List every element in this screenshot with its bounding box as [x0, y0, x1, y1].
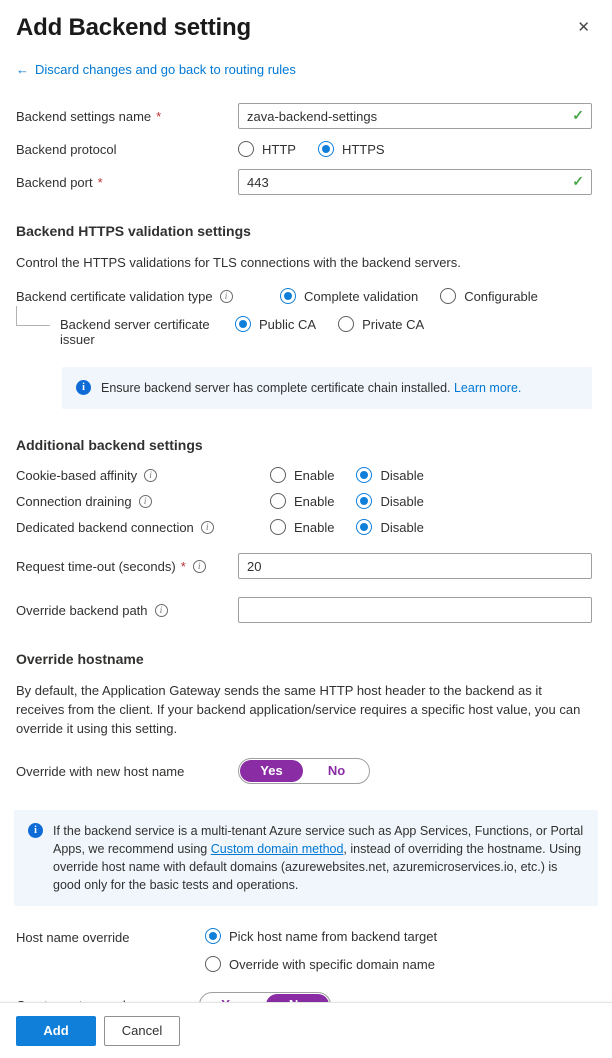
- banner-message-before: If the backend service is a multi-tenant Azure service such as App Services, Functions, or Portal Apps, we recommend using: [53, 824, 584, 856]
- override-new-host-name-toggle[interactable]: [238, 758, 370, 784]
- radio-option-disable[interactable]: [356, 467, 423, 483]
- cert-issuer-radios: [235, 316, 438, 332]
- row-request-timeout: [0, 553, 612, 579]
- radio-dot: [360, 471, 368, 479]
- row-cookie-affinity: [0, 467, 612, 483]
- banner-text: [101, 379, 521, 397]
- radio-private-ca[interactable]: [338, 316, 354, 332]
- row-backend-port: [0, 169, 612, 195]
- backend-port-input[interactable]: [238, 169, 592, 195]
- radio-override-specific-domain[interactable]: [205, 956, 221, 972]
- cert-validation-type-radios: [280, 288, 552, 304]
- valid-check-icon: ✓: [572, 173, 584, 189]
- label-text: Dedicated backend connection: [16, 519, 194, 535]
- radio-option-enable[interactable]: [270, 467, 334, 483]
- radio-option-complete-validation[interactable]: [280, 288, 418, 304]
- backend-port-wrap: [238, 169, 592, 195]
- learn-more-link[interactable]: Learn more.: [453, 381, 522, 395]
- banner-message-after: , instead of overriding the hostname. Using override host name with default domains (azurewebsites.net, azuremicroservices.io, etc.) is good only for the basic tests and operations.: [53, 842, 582, 892]
- host-name-override-label: [16, 928, 205, 945]
- multitenant-info-banner: [14, 810, 598, 906]
- override-hostname-heading: Override hostname: [16, 651, 144, 667]
- radio-label: Disable: [380, 519, 424, 535]
- backend-port-label: [16, 175, 238, 190]
- request-timeout-input[interactable]: [238, 553, 592, 579]
- info-icon[interactable]: i: [220, 290, 233, 303]
- valid-check-icon: ✓: [572, 107, 584, 123]
- form-body: [0, 103, 612, 1018]
- toggle-yes[interactable]: Yes: [240, 760, 303, 782]
- backend-settings-name-wrap: [238, 103, 592, 129]
- radio-option-override-specific-domain[interactable]: [205, 956, 437, 972]
- info-icon[interactable]: i: [201, 521, 214, 534]
- custom-domain-method-link[interactable]: Custom domain method: [210, 842, 344, 856]
- row-dedicated-connection: [0, 519, 612, 535]
- row-backend-protocol: [0, 141, 612, 157]
- radio-option-configurable[interactable]: [440, 288, 538, 304]
- radio-dot: [274, 523, 282, 531]
- cert-issuer-label: [60, 316, 235, 347]
- request-timeout-wrap: [238, 553, 592, 579]
- radio-option-enable[interactable]: [270, 519, 334, 535]
- backend-settings-name-label: [16, 109, 238, 124]
- cookie-affinity-radios: [270, 467, 438, 483]
- radio-dot: [342, 320, 350, 328]
- radio-disable[interactable]: [356, 519, 372, 535]
- radio-label: Disable: [380, 467, 424, 483]
- radio-pick-host-name[interactable]: [205, 928, 221, 944]
- radio-enable[interactable]: [270, 519, 286, 535]
- row-backend-settings-name: [0, 103, 612, 129]
- radio-option-pick-host-name[interactable]: [205, 928, 437, 944]
- label-text: Override backend path: [16, 602, 148, 618]
- radio-disable[interactable]: [356, 493, 372, 509]
- cert-chain-info-banner: [62, 367, 592, 409]
- radio-label: Public CA: [259, 316, 317, 332]
- radio-enable[interactable]: [270, 467, 286, 483]
- radio-configurable[interactable]: [440, 288, 456, 304]
- radio-public-ca[interactable]: [235, 316, 251, 332]
- https-validation-description: Control the HTTPS validations for TLS connections with the backend servers.: [16, 255, 461, 270]
- backend-settings-name-input[interactable]: [238, 103, 592, 129]
- override-backend-path-input[interactable]: [238, 597, 592, 623]
- row-override-new-host-name: [0, 758, 612, 784]
- info-icon[interactable]: i: [155, 604, 168, 617]
- toggle-no[interactable]: No: [327, 763, 346, 778]
- override-backend-path-label: [16, 603, 238, 618]
- radio-dot: [209, 932, 217, 940]
- label-text: Backend settings name: [16, 108, 152, 124]
- info-icon[interactable]: i: [144, 469, 157, 482]
- radio-dot: [322, 145, 330, 153]
- radio-label: Enable: [294, 519, 335, 535]
- radio-enable[interactable]: [270, 493, 286, 509]
- info-icon[interactable]: i: [139, 495, 152, 508]
- required-marker: *: [180, 558, 186, 574]
- radio-label: Pick host name from backend target: [229, 928, 438, 944]
- radio-dot: [242, 145, 250, 153]
- label-text: Override with new host name: [16, 763, 185, 779]
- radio-dot: [360, 523, 368, 531]
- banner-message: Ensure backend server has complete certificate chain installed.: [101, 381, 451, 395]
- override-hostname-description: By default, the Application Gateway sends the same HTTP host header to the backend as it receives from the client. If your backend application/service requires a specific host value, you can override it using this setting.: [16, 683, 581, 736]
- radio-dot: [444, 292, 452, 300]
- radio-label: Complete validation: [304, 288, 419, 304]
- radio-dot: [239, 320, 247, 328]
- radio-option-private-ca[interactable]: [338, 316, 424, 332]
- backend-protocol-label: [16, 142, 238, 157]
- backend-protocol-radios: [238, 141, 399, 157]
- radio-label: Disable: [380, 493, 424, 509]
- row-cert-validation-type: [0, 288, 612, 304]
- required-marker: *: [156, 108, 162, 124]
- info-banner-icon: i: [76, 380, 91, 395]
- radio-http[interactable]: [238, 141, 254, 157]
- connection-draining-label: [16, 494, 270, 509]
- page-title: Add Backend setting: [16, 14, 251, 41]
- row-cert-issuer: [0, 316, 612, 347]
- label-text: Request time-out (seconds): [16, 558, 176, 574]
- label-text: Backend server certificate issuer: [60, 317, 210, 347]
- row-host-name-override: [0, 928, 612, 972]
- label-text: Cookie-based affinity: [16, 467, 138, 483]
- radio-complete-validation[interactable]: [280, 288, 296, 304]
- https-validation-heading: Backend HTTPS validation settings: [16, 223, 251, 239]
- info-banner-icon: i: [28, 823, 43, 838]
- back-link-label: Discard changes and go back to routing rules: [35, 62, 296, 77]
- radio-https[interactable]: [318, 141, 334, 157]
- radio-label: Override with specific domain name: [229, 956, 435, 972]
- radio-option-disable[interactable]: [356, 493, 423, 509]
- label-text: Connection draining: [16, 493, 132, 509]
- request-timeout-label: [16, 559, 238, 574]
- radio-label: HTTP: [262, 141, 296, 157]
- cancel-button[interactable]: Cancel: [104, 1016, 180, 1046]
- cookie-affinity-label: [16, 468, 270, 483]
- panel-header: [0, 0, 612, 42]
- radio-disable[interactable]: [356, 467, 372, 483]
- radio-label: Enable: [294, 493, 335, 509]
- radio-option-https[interactable]: [318, 141, 385, 157]
- radio-option-enable[interactable]: [270, 493, 334, 509]
- radio-dot: [274, 497, 282, 505]
- radio-option-http[interactable]: [238, 141, 296, 157]
- close-icon[interactable]: ✕: [577, 19, 590, 36]
- panel-footer: [0, 1002, 612, 1058]
- radio-dot: [209, 960, 217, 968]
- radio-dot: [360, 497, 368, 505]
- label-text: Backend certificate validation type: [16, 288, 213, 304]
- add-button[interactable]: Add: [16, 1016, 96, 1046]
- info-icon[interactable]: i: [193, 560, 206, 573]
- discard-back-link[interactable]: [16, 62, 296, 77]
- banner-text: [53, 822, 584, 894]
- host-name-override-radios: [205, 928, 451, 972]
- back-arrow-icon: ←: [16, 62, 29, 77]
- radio-label: Configurable: [464, 288, 538, 304]
- row-connection-draining: [0, 493, 612, 509]
- cert-validation-type-label: [16, 289, 280, 304]
- radio-option-public-ca[interactable]: [235, 316, 316, 332]
- radio-label: Private CA: [362, 316, 425, 332]
- connection-draining-radios: [270, 493, 438, 509]
- override-new-host-name-label: [16, 764, 238, 779]
- label-text: Backend port: [16, 174, 93, 190]
- label-text: Host name override: [16, 930, 130, 945]
- override-backend-path-wrap: [238, 597, 592, 623]
- label-text: Backend protocol: [16, 141, 117, 157]
- radio-label: Enable: [294, 467, 335, 483]
- indent-connector: [16, 306, 50, 326]
- dedicated-connection-radios: [270, 519, 438, 535]
- radio-dot: [274, 471, 282, 479]
- radio-option-disable[interactable]: [356, 519, 423, 535]
- required-marker: *: [97, 174, 103, 190]
- additional-settings-heading: Additional backend settings: [16, 437, 203, 453]
- dedicated-connection-label: [16, 520, 270, 535]
- row-override-backend-path: [0, 597, 612, 623]
- radio-dot: [284, 292, 292, 300]
- radio-label: HTTPS: [341, 141, 385, 157]
